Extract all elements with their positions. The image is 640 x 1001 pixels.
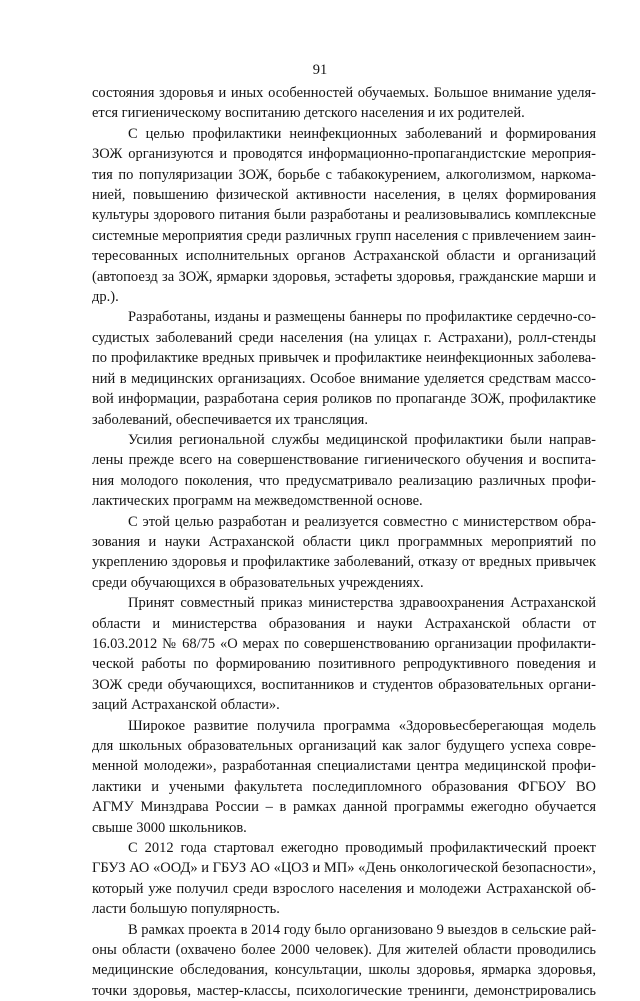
text-line: заболеваний, обеспечивается их трансляция. [92,411,368,428]
text-line: Широкое развитие получила программа «Здоровьесберегающая модель [128,717,596,734]
text-line: лактических программ на межведомственной основе. [92,493,423,510]
paragraph [92,716,596,838]
paragraph [92,430,596,512]
text-line: вой информации, разработана серия роликов по пропаганде ЗОЖ, профилактике [92,391,596,408]
text-line: Принят совместный приказ министерства здравоохранения Астраханской [128,595,596,612]
text-line: области и министерства образования и науки Астраханской области от [92,615,596,632]
text-line: 16.03.2012 № 68/75 «О мерах по совершенствованию организации профилакти- [92,635,596,652]
text-line: тересованных исполнительных органов Астраханской области и организаций [92,248,596,265]
paragraph [92,83,596,124]
paragraph [92,307,596,429]
text-line: медицинские обследования, консультации, школы здоровья, ярмарка здоровья, [92,962,596,979]
text-line: ласти большую популярность. [92,901,280,918]
paragraph [92,512,596,594]
text-line: для школьных образовательных организаций как залог будущего успеха совре- [92,738,596,754]
text-line: Усилия региональной службы медицинской профилактики были направ- [128,431,596,448]
body-text [92,83,596,1001]
text-line: по профилактике вредных привычек и профилактике неинфекционных заболева- [92,350,596,367]
text-line: оны области (охвачено более 2000 человек). Для жителей области проводились [92,942,596,959]
paragraph [92,124,596,308]
text-line: системные мероприятия среди различных групп населения с привлечением заин- [92,227,596,244]
text-line: С этой целью разработан и реализуется совместно с министерством обра- [128,513,596,530]
text-line: ется гигиеническому воспитанию детского населения и их родителей. [92,105,525,122]
text-line: ний в медицинских организациях. Особое внимание уделяется средствам массо- [92,370,596,387]
text-line: ГБУЗ АО «ООД» и ГБУЗ АО «ЦОЗ и МП» «День онкологической безопасности», [92,860,597,877]
text-line: В рамках проекта в 2014 году было организовано 9 выездов в сельские рай- [128,921,597,938]
text-line: др.). [92,289,119,306]
text-line: лены прежде всего на совершенствование гигиенического обучения и воспита- [92,452,596,469]
text-line: ческой работы по формированию позитивного репродуктивного поведения и [92,656,596,673]
text-line: ЗОЖ среди обучающихся, воспитанников и студентов образовательных органи- [92,676,596,693]
text-line: С 2012 года стартовал ежегодно проводимый профилактический проект [128,840,596,857]
text-line: АГМУ Минздрава России – в рамках данной программы ежегодно обучается [92,799,596,816]
text-line: состояния здоровья и иных особенностей обучаемых. Большое внимание уделя- [92,85,596,101]
text-line: заций Астраханской области». [92,697,280,714]
text-line: точки здоровья, мастер-классы, психологические тренинги, демонстрировались [92,982,596,999]
text-line: (автопоезд за ЗОЖ, ярмарки здоровья, эстафеты здоровья, гражданские марши и [92,268,596,285]
text-line: зования и науки Астраханской области цикл программных мероприятий по [92,533,596,550]
page-number: 91 [312,62,328,78]
text-line: культуры здорового питания были разработаны и реализовывались комплексные [92,207,596,224]
text-line: С целью профилактики неинфекционных заболеваний и формирования [128,125,596,142]
text-line: свыше 3000 школьников. [92,819,247,836]
text-line: Разработаны, изданы и размещены баннеры по профилактике сердечно-со- [128,309,596,326]
paragraph [92,838,596,920]
text-line: лактики и учеными факультета последипломного образования ФГБОУ ВО [92,778,596,795]
paragraph [92,920,596,1001]
text-line: нией, повышению физической активности населения, в целях формирования [92,187,596,204]
text-line: судистых заболеваний среди населения (на улицах г. Астрахани), ролл-стенды [92,329,596,346]
text-line: среди обучающихся в образовательных учреждениях. [92,574,424,591]
text-line: который уже получил среди взрослого населения и молодежи Астраханской об- [92,880,596,897]
text-line: укреплению здоровья и профилактике заболеваний, отказу от вредных привычек [92,554,596,571]
text-line: ЗОЖ организуются и проводятся информационно-пропагандистские мероприя- [92,146,596,163]
text-line: ния молодого поколения, что предусматривало реализацию различных профи- [92,472,596,489]
paragraph [92,593,596,715]
text-line: тия по популяризации ЗОЖ, борьбе с табакокурением, алкоголизмом, наркома- [92,166,596,183]
text-line: менной молодежи», разработанная специалистами центра медицинской профи- [92,758,596,775]
